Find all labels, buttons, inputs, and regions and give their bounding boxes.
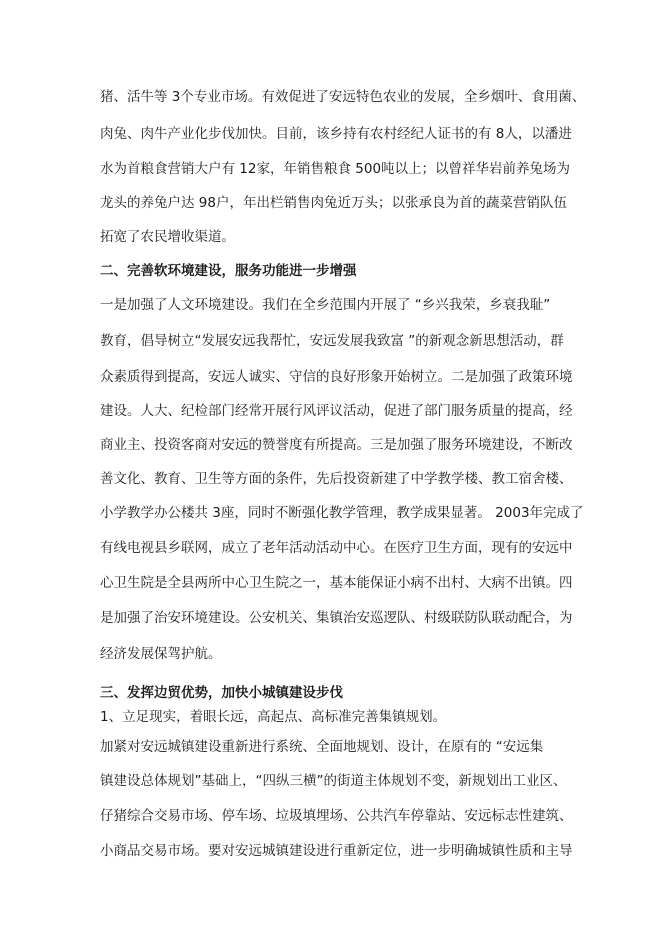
subsection-heading: 1、立足现实，着眼长远，高起点、高标准完善集镇规划。 [100, 709, 447, 725]
paragraph-line: 众素质得到提高，安远人诚实、守信的良好形象开始树立。二是加强了政策环境 [100, 369, 573, 385]
paragraph-line: 猪、活牛等 3个专业市场。有效促进了安远特色农业的发展，全乡烟叶、食用菌、 [100, 89, 586, 105]
paragraph-line: 仔猪综合交易市场、停车场、垃圾填埋场、公共汽车停靠站、安远标志性建筑、 [100, 808, 573, 824]
section-heading: 三、发挥边贸优势，加快小城镇建设步伐 [100, 685, 343, 701]
paragraph-line: 是加强了治安环境建设。公安机关、集镇治安巡逻队、村级联防队联动配合，为 [100, 610, 573, 626]
paragraph-line: 小学教学办公楼共 3座，同时不断强化教学管理，教学成果显著。 2003年完成了 [100, 505, 584, 521]
paragraph-line: 肉兔、肉牛产业化步伐加快。目前，该乡持有农村经纪人证书的有 8人，以潘进 [100, 126, 572, 142]
paragraph-line: 加紧对安远城镇建设重新进行系统、全面地规划、设计，在原有的 “安远集 [100, 739, 544, 755]
section-heading: 二、完善软环境建设，服务功能进一步增强 [100, 263, 357, 279]
paragraph-line: 水为首粮食营销大户有 12家，年销售粮食 500吨以上；以曾祥华岩前养兔场为 [100, 161, 571, 177]
paragraph-line: 教育，倡导树立“发展安远我帮忙，安远发展我致富 ”的新观念新思想活动，群 [100, 333, 564, 349]
paragraph-line: 小商品交易市场。要对安远城镇建设进行重新定位，进一步明确城镇性质和主导 [100, 843, 573, 859]
paragraph-line: 善文化、教育、卫生等方面的条件，先后投资新建了中学教学楼、教工宿舍楼、 [100, 471, 573, 487]
paragraph-line: 拓宽了农民增收渠道。 [100, 229, 235, 245]
paragraph-line: 镇建设总体规划”基础上，“四纵三横”的街道主体规划不变，新规划出工业区、 [100, 773, 567, 789]
paragraph-line: 心卫生院是全县两所中心卫生院之一，基本能保证小病不出村、大病不出镇。四 [100, 575, 573, 591]
paragraph-line: 龙头的养兔户达 98户，年出栏销售肉兔近万头；以张承良为首的蔬菜营销队伍 [100, 195, 567, 211]
paragraph-line: 经济发展保驾护航。 [100, 646, 222, 662]
paragraph-line: 有线电视县乡联网，成立了老年活动活动中心。在医疗卫生方面，现有的安远中 [100, 540, 573, 556]
paragraph-line: 建设。人大、纪检部门经常开展行风评议活动，促进了部门服务质量的提高，经 [100, 403, 573, 419]
paragraph-line: 一是加强了人文环境建设。我们在全乡范围内开展了 “乡兴我荣，乡衰我耻” [100, 297, 551, 313]
paragraph-line: 商业主、投资客商对安远的赞誉度有所提高。三是加强了服务环境建设，不断改 [100, 437, 573, 453]
